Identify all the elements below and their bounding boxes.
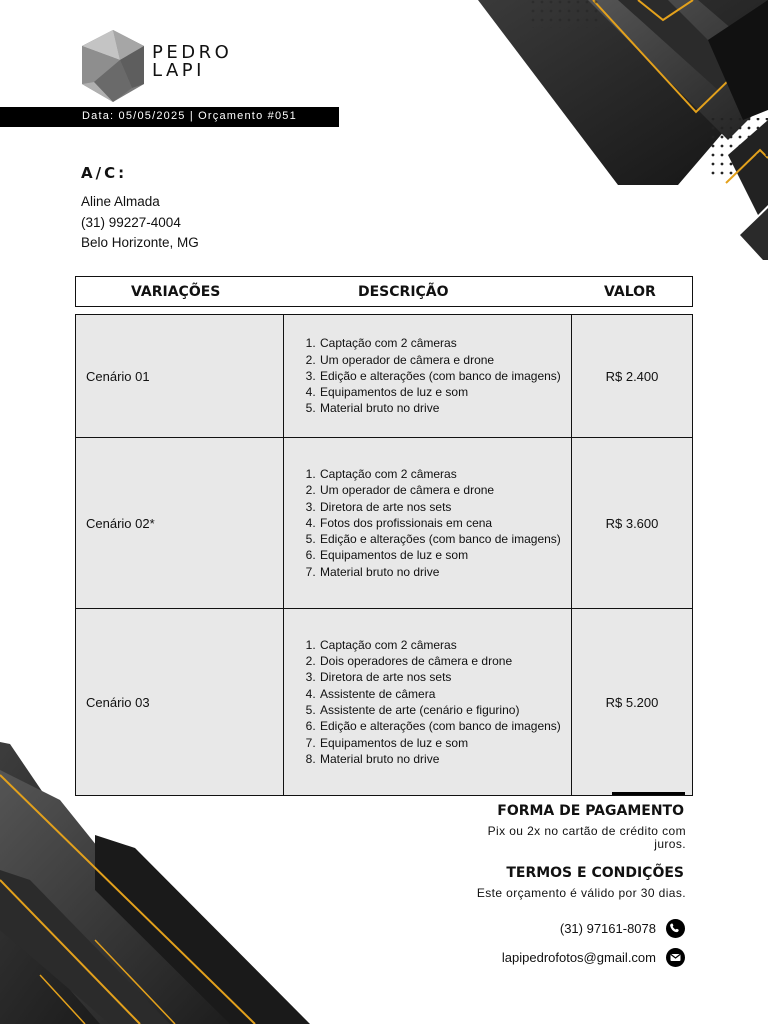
brand-name xyxy=(152,44,232,80)
client-heading: A/C: xyxy=(81,164,128,182)
description-item: 5. Assistente de arte (cenário e figurino) xyxy=(319,702,563,718)
description-item: 8. Material bruto no drive xyxy=(319,751,563,767)
description-item: 3. Diretora de arte nos sets xyxy=(319,499,563,515)
table-header xyxy=(75,276,693,307)
contact-email: lapipedrofotos@gmail.com xyxy=(501,950,656,965)
description-item: 4. Fotos dos profissionais em cena xyxy=(319,515,563,531)
phone-icon xyxy=(666,919,685,938)
client-phone: (31) 99227-4004 xyxy=(81,214,181,230)
client-name: Aline Almada xyxy=(81,194,160,209)
description-item: 3. Diretora de arte nos sets xyxy=(319,669,563,685)
description-item: 6. Edição e alterações (com banco de imagens) xyxy=(319,718,563,734)
decorative-shapes-top-right xyxy=(468,0,768,260)
brand-line-2: LAPI xyxy=(152,60,205,81)
description-list xyxy=(304,335,563,416)
description-item: 3. Edição e alterações (com banco de imagens) xyxy=(319,368,563,384)
variation-name: Cenário 03 xyxy=(76,609,284,796)
variation-value: R$ 5.200 xyxy=(572,609,693,796)
payment-text: Pix ou 2x no cartão de crédito com juros. xyxy=(487,824,686,851)
client-city: Belo Horizonte, MG xyxy=(81,235,199,250)
client-info xyxy=(81,192,199,254)
divider xyxy=(612,792,685,795)
terms-text: Este orçamento é válido por 30 dias. xyxy=(476,886,686,900)
table-row xyxy=(76,438,693,609)
mail-icon xyxy=(666,948,685,967)
contact-phone: (31) 97161-8078 xyxy=(559,921,656,936)
column-header-value: VALOR xyxy=(604,284,656,300)
column-header-description: DESCRIÇÃO xyxy=(358,284,449,300)
description-list xyxy=(304,637,563,767)
date-quote-number: Data: 05/05/2025 | Orçamento #051 xyxy=(82,110,297,122)
variation-name: Cenário 01 xyxy=(76,315,284,438)
variation-value: R$ 3.600 xyxy=(572,438,693,609)
description-item: 1. Captação com 2 câmeras xyxy=(319,637,563,653)
description-item: 6. Equipamentos de luz e som xyxy=(319,547,563,563)
description-item: 5. Edição e alterações (com banco de imagens) xyxy=(319,531,563,547)
terms-heading: TERMOS E CONDIÇÕES xyxy=(506,865,684,881)
variation-description xyxy=(284,438,572,609)
description-item: 5. Material bruto no drive xyxy=(319,400,563,416)
description-item: 2. Um operador de câmera e drone xyxy=(319,352,563,368)
table-row xyxy=(76,609,693,796)
table-row xyxy=(76,315,693,438)
logo-icon xyxy=(80,30,146,102)
description-item: 1. Captação com 2 câmeras xyxy=(319,335,563,351)
description-item: 2. Dois operadores de câmera e drone xyxy=(319,653,563,669)
description-list xyxy=(304,466,563,580)
column-header-variations: VARIAÇÕES xyxy=(131,284,221,300)
payment-heading: FORMA DE PAGAMENTO xyxy=(497,803,684,819)
variation-value: R$ 2.400 xyxy=(572,315,693,438)
description-item: 7. Equipamentos de luz e som xyxy=(319,735,563,751)
description-item: 7. Material bruto no drive xyxy=(319,564,563,580)
variation-name: Cenário 02* xyxy=(76,438,284,609)
description-item: 4. Equipamentos de luz e som xyxy=(319,384,563,400)
brand-line-1: PEDRO xyxy=(152,42,233,63)
description-item: 4. Assistente de câmera xyxy=(319,686,563,702)
variation-description xyxy=(284,315,572,438)
description-item: 2. Um operador de câmera e drone xyxy=(319,482,563,498)
quote-table xyxy=(75,314,693,796)
description-item: 1. Captação com 2 câmeras xyxy=(319,466,563,482)
variation-description xyxy=(284,609,572,796)
